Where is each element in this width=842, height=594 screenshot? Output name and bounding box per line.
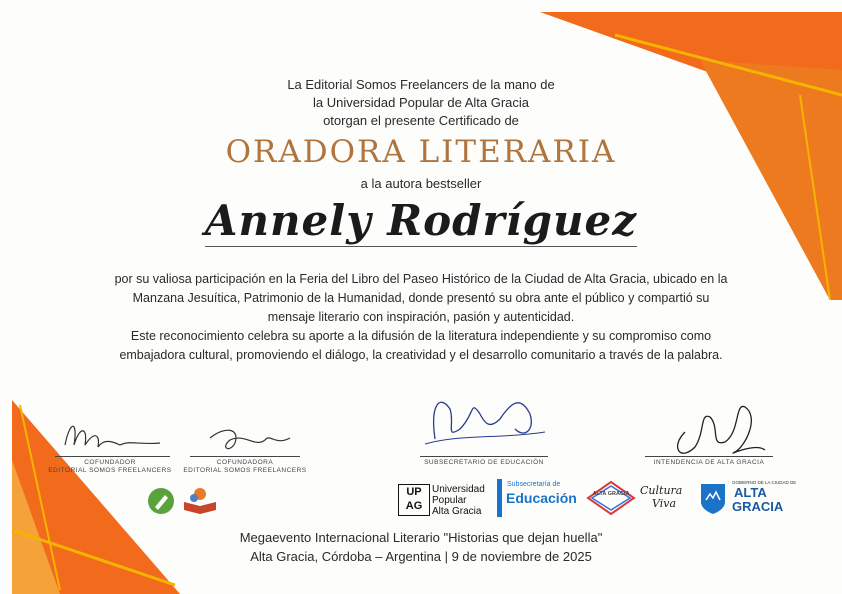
cultura-text-1: Cultura — [640, 484, 683, 497]
signature-1-org: EDITORIAL SOMOS FREELANCERS — [48, 467, 172, 474]
recipient-name: Annely Rodríguez — [204, 196, 638, 245]
signature-line-2 — [190, 456, 300, 457]
gobierno-shield-icon — [698, 480, 728, 516]
signature-3-role: SUBSECRETARIO DE EDUCACIÓN — [424, 459, 544, 466]
intro-line-1: La Editorial Somos Freelancers de la mano de — [287, 77, 555, 92]
educacion-bar — [497, 479, 502, 517]
educacion-small: Subsecretaría de — [507, 481, 561, 488]
signature-line-4 — [645, 456, 773, 457]
body-line-1: por su valiosa participación en la Feria del Libro del Paseo Histórico de la Ciudad de Alta Gracia, ubicado en la — [114, 272, 728, 286]
upag-logo-top: UP — [406, 486, 422, 498]
alta-gracia-badge-text: ALTA GRACIA — [592, 491, 630, 497]
signature-line-1 — [55, 456, 170, 457]
intro-line-2: la Universidad Popular de Alta Gracia — [312, 95, 530, 110]
signature-2-org: EDITORIAL SOMOS FREELANCERS — [183, 467, 307, 474]
body-line-5: embajadora cultural, promoviendo el diálogo, la creatividad y el desarrollo comunitario a través de la palabra. — [119, 348, 723, 362]
footer-line-1: Megaevento Internacional Literario "Historias que dejan huella" — [239, 530, 603, 545]
certificate-title: ORADORA LITERARIA — [225, 134, 617, 170]
educacion-big: Educación — [506, 490, 577, 506]
name-underline — [205, 246, 637, 247]
signature-1 — [60, 415, 170, 460]
signature-2 — [205, 418, 295, 458]
signature-4 — [665, 392, 775, 462]
footer-line-2: Alta Gracia, Córdoba – Argentina | 9 de noviembre de 2025 — [250, 549, 592, 564]
upag-text-3: Alta Gracia — [432, 506, 482, 517]
upag-text-2: Popular — [432, 495, 467, 506]
cultura-text-2: Viva — [652, 497, 677, 510]
body-line-2: Manzana Jesuítica, Patrimonio de la Humanidad, donde presentó su obra ante el público y compartió su — [132, 291, 710, 305]
gobierno-small: GOBIERNO DE LA CIUDAD DE — [732, 480, 797, 485]
pen-logo-icon — [146, 486, 176, 516]
book-logo-icon — [180, 484, 220, 518]
body-line-4: Este reconocimiento celebra su aporte a la difusión de la literatura independiente y su compromiso como — [130, 329, 712, 343]
alta-gracia-badge-icon — [586, 480, 636, 516]
signature-3 — [420, 384, 550, 454]
signature-4-role: INTENDENCIA DE ALTA GRACIA — [653, 459, 765, 466]
gobierno-big-1: ALTA — [734, 485, 767, 500]
body-line-3: mensaje literario con inspiración, pasión y autenticidad. — [267, 310, 575, 324]
upag-text-1: Universidad — [432, 484, 485, 495]
intro-line-3: otorgan el presente Certificado de — [323, 113, 519, 128]
upag-text — [432, 484, 485, 517]
signature-2-role: COFUNDADORA — [216, 459, 274, 466]
signature-line-3 — [420, 456, 548, 457]
subtitle: a la autora bestseller — [360, 176, 482, 191]
signature-1-role: COFUNDADOR — [84, 459, 136, 466]
gobierno-big-2: GRACIA — [732, 499, 784, 514]
upag-logo — [398, 484, 430, 516]
upag-logo-bottom: AG — [405, 500, 423, 512]
